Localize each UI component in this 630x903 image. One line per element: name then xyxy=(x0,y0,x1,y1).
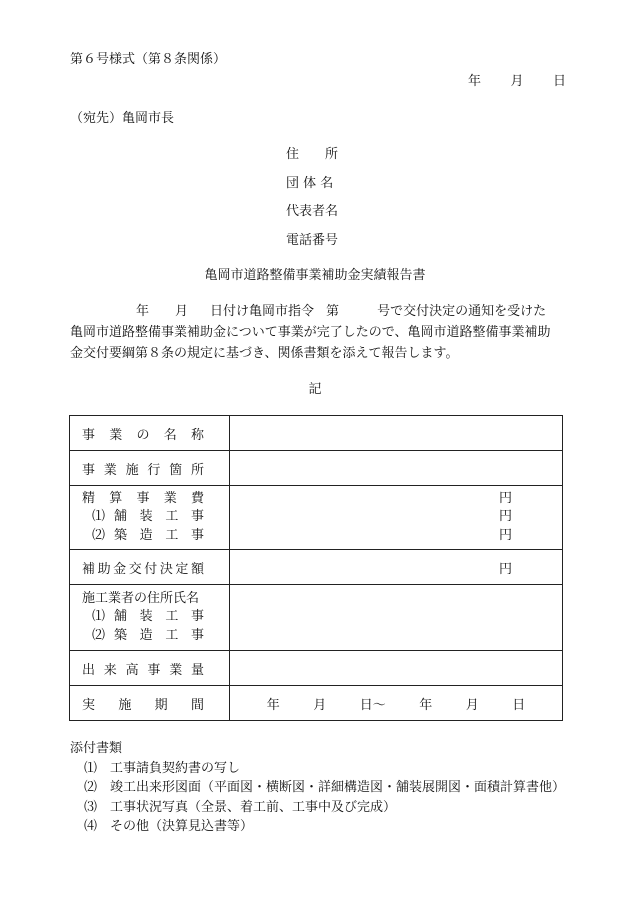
label-char: 金 xyxy=(113,561,127,577)
label-char: 箇 xyxy=(169,462,183,478)
table-row xyxy=(70,585,563,651)
table-row xyxy=(70,550,563,585)
label-char: 装 xyxy=(139,509,153,525)
subsidy-amount-label xyxy=(70,550,230,585)
applicant-address-label: 住 所 xyxy=(286,147,339,162)
label-char: 舗 xyxy=(114,609,128,625)
date-year: 年 xyxy=(468,74,482,89)
ki-mark: 記 xyxy=(308,382,322,397)
period-label xyxy=(70,686,230,721)
label-char: 精 xyxy=(82,490,96,506)
settlement-cost-values[interactable]: 円 円 円 xyxy=(230,486,563,550)
label-char: 事 xyxy=(147,662,161,678)
label-char: 造 xyxy=(139,627,153,643)
distributed-label xyxy=(82,490,204,509)
distributed-label xyxy=(114,527,204,546)
form-number: 第６号様式（第８条関係） xyxy=(70,52,227,67)
label-char: 実 xyxy=(82,697,96,713)
label-char: 所 xyxy=(190,462,204,478)
label-char: 補 xyxy=(82,561,96,577)
label-char: 算 xyxy=(109,490,123,506)
list-item: ⑶ 工事状況写真（全景、着工前、工事中及び完成） xyxy=(84,799,397,815)
label-char: 定 xyxy=(175,561,189,577)
label-char: 助 xyxy=(97,561,111,577)
project-location-value[interactable] xyxy=(230,451,563,486)
distributed-label xyxy=(82,694,204,713)
label-char: 築 xyxy=(114,627,128,643)
table-row xyxy=(70,486,563,550)
contractor-value[interactable] xyxy=(230,585,563,651)
applicant-phone-label: 電話番号 xyxy=(286,232,339,248)
label-char: 工 xyxy=(165,509,179,525)
date-month: 月 xyxy=(510,74,524,89)
label-char: 事 xyxy=(190,627,204,643)
list-item: ⑷ その他（決算見込書等） xyxy=(84,819,254,834)
project-name-label xyxy=(70,416,230,451)
label-char: 工 xyxy=(165,527,179,543)
label-char: 交 xyxy=(128,561,142,577)
label-char: 間 xyxy=(190,697,204,713)
label-char: 事 xyxy=(190,509,204,525)
table-row xyxy=(70,416,563,451)
contractor-label: 施工業者の住所氏名 ⑴ 舗 装 工 事 ⑵ 築 造 工 事 xyxy=(70,585,230,651)
label-char: 装 xyxy=(139,609,153,625)
label-char: 事 xyxy=(136,490,150,506)
label-char: 業 xyxy=(109,427,123,443)
label-char: 来 xyxy=(103,662,117,678)
label-char: 業 xyxy=(163,490,177,506)
settlement-cost-label: 精 算 事 業 費 ⑴ 舗 装 工 事 ⑵ 築 造 工 事 xyxy=(70,486,230,550)
applicant-block xyxy=(286,143,338,257)
body-text xyxy=(70,301,570,364)
report-table xyxy=(69,415,563,721)
label-char: 付 xyxy=(144,561,158,577)
distributed-label xyxy=(82,558,204,577)
label-char: 舗 xyxy=(114,509,128,525)
applicant-group-label: 団 体 名 xyxy=(286,175,334,191)
label-char: 決 xyxy=(159,561,173,577)
body-line-2: 亀岡市道路整備事業補助金について事業が完了したので、亀岡市道路整備事業補助 xyxy=(70,325,551,340)
label-char: 事 xyxy=(190,609,204,625)
label-char: 業 xyxy=(103,462,117,478)
label-char: 高 xyxy=(125,662,139,678)
attachments-heading: 添付書類 xyxy=(70,741,123,756)
completed-amount-label xyxy=(70,651,230,686)
label-char: 名 xyxy=(163,427,177,443)
body-line-1: 年 月 日付け亀岡市指令 第 号で交付決定の通知を受けた xyxy=(136,304,547,319)
distributed-label xyxy=(82,424,204,443)
table-row xyxy=(70,651,563,686)
applicant-representative-label: 代表者名 xyxy=(286,204,339,219)
label-char: 出 xyxy=(82,662,96,678)
label-char: 期 xyxy=(154,697,168,713)
label-char: 事 xyxy=(82,427,96,443)
label-char: 施 xyxy=(118,697,132,713)
label-char: 費 xyxy=(190,490,204,506)
label-char: 築 xyxy=(114,527,128,543)
label-char: 工 xyxy=(165,609,179,625)
label-char: 額 xyxy=(190,561,204,577)
body-line-3: 金交付要綱第８条の規定に基づき、関係書類を添えて報告します。 xyxy=(70,346,459,361)
project-name-value[interactable] xyxy=(230,416,563,451)
period-value[interactable]: 年 月 日～ 年 月 日 xyxy=(230,686,563,721)
table-row xyxy=(70,686,563,721)
document-title: 亀岡市道路整備事業補助金実績報告書 xyxy=(204,268,426,283)
distributed-label xyxy=(82,659,204,678)
label-char: 事 xyxy=(82,462,96,478)
distributed-label xyxy=(114,608,204,627)
label-char: 工 xyxy=(165,627,179,643)
label-char: 施 xyxy=(125,462,139,478)
label-char: の xyxy=(136,427,150,443)
distributed-label xyxy=(114,508,204,527)
date-day: 日 xyxy=(552,74,566,89)
label-char: 造 xyxy=(139,527,153,543)
addressee: （宛先）亀岡市長 xyxy=(70,111,175,126)
label-char: 業 xyxy=(169,662,183,678)
table-row xyxy=(70,451,563,486)
date-line xyxy=(468,70,566,89)
attachments xyxy=(70,739,565,837)
list-item: ⑴ 工事請負契約書の写し xyxy=(84,760,241,776)
label-char: 量 xyxy=(190,662,204,678)
distributed-label xyxy=(114,627,204,646)
project-location-label xyxy=(70,451,230,486)
label-char: 行 xyxy=(147,462,161,478)
completed-amount-value[interactable] xyxy=(230,651,563,686)
subsidy-amount-value[interactable]: 円 xyxy=(230,550,563,585)
label-char: 称 xyxy=(190,427,204,443)
distributed-label xyxy=(82,459,204,478)
list-item: ⑵ 竣工出来形図面（平面図・横断図・詳細構造図・舗装展開図・面積計算書他） xyxy=(84,780,566,795)
label-char: 事 xyxy=(190,527,204,543)
